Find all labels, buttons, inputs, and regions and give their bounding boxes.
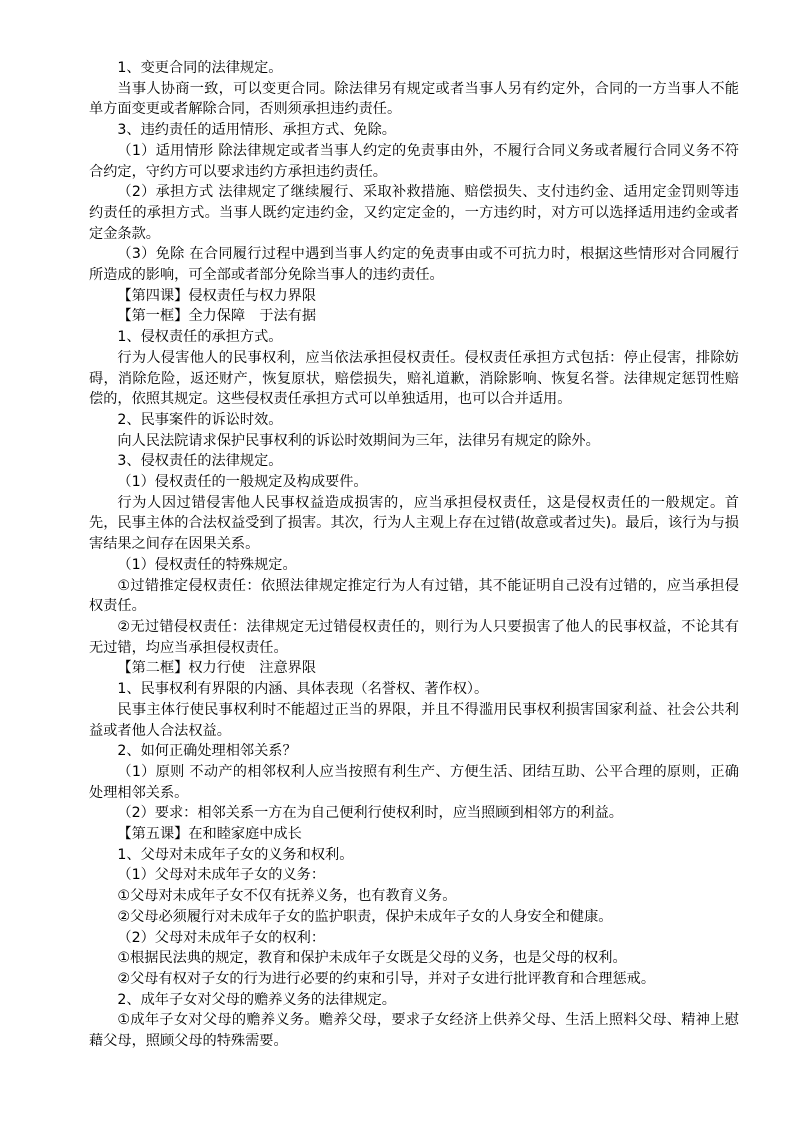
section-heading: 【第二框】权力行使 注意界限 [117,660,317,677]
paragraph: （1）适用情形 除法律规定或者当事人约定的免责事由外，不履行合同义务或者履行合同义务不符合约定，守约方可以要求违约方承担违约责任。 [89,142,739,180]
paragraph: 1、父母对未成年子女的义务和权利。 [117,846,354,863]
paragraph: （2）要求：相邻关系一方在为自己便利行使权利时，应当照顾到相邻方的利益。 [117,805,623,822]
paragraph: 1、侵权责任的承担方式。 [117,329,283,346]
paragraph: ①父母对未成年子女不仅有抚养义务，也有教育义务。 [117,888,457,905]
paragraph: 行为人侵害他人的民事权利，应当依法承担侵权责任。侵权责任承担方式包括：停止侵害，排除妨碍，消除危险，返还财产，恢复原状，赔偿损失，赔礼道歉，消除影响、恢复名誉。法律规定惩罚性赔偿的，依照其规定。这些侵权责任承担方式可以单独适用，也可以合并适用。 [89,349,739,408]
paragraph: （2）承担方式 法律规定了继续履行、采取补救措施、赔偿损失、支付违约金、适用定金罚则等违约责任的承担方式。当事人既约定违约金，又约定定金的，一方违约时，对方可以选择适用违约金或者定金条款。 [89,184,739,242]
paragraph: 2、成年子女对父母的赡养义务的法律规定。 [117,991,396,1008]
paragraph: 民事主体行使民事权利时不能超过正当的界限，并且不得滥用民事权利损害国家利益、社会公共利益或者他人合法权益。 [89,701,739,739]
lesson-heading: 【第五课】在和睦家庭中成长 [117,826,302,843]
paragraph: 3、侵权责任的法律规定。 [117,453,283,470]
paragraph: 2、如何正确处理相邻关系？ [117,743,297,760]
paragraph: 1、变更合同的法律规定。 [117,60,283,76]
paragraph: 行为人因过错侵害他人民事权益造成损害的，应当承担侵权责任，这是侵权责任的一般规定。首先，民事主体的合法权益受到了损害。其次，行为人主观上存在过错(故意或者过失)。最后，该行为与损害结果之间存在因果关系。 [89,494,739,553]
paragraph: （1）侵权责任的一般规定及构成要件。 [117,474,368,491]
document-body [89,58,739,1052]
paragraph: ①成年子女对父母的赡养义务。赡养父母，要求子女经济上供养父母、生活上照料父母、精神上慰藉父母，照顾父母的特殊需要。 [89,1012,739,1050]
paragraph: ①过错推定侵权责任：依照法律规定推定行为人有过错，其不能证明自己没有过错的，应当承担侵权责任。 [89,577,739,615]
paragraph: ②无过错侵权责任：法律规定无过错侵权责任的，则行为人只要损害了他人的民事权益，不论其有无过错，均应当承担侵权责任。 [89,618,739,656]
paragraph: 2、民事案件的诉讼时效。 [117,411,283,428]
paragraph: （2）父母对未成年子女的权利： [117,929,326,946]
paragraph: 向人民法院请求保护民事权利的诉讼时效期间为三年，法律另有规定的除外。 [117,432,600,449]
paragraph: ②父母必须履行对未成年子女的监护职责，保护未成年子女的人身安全和健康。 [117,908,613,925]
paragraph: （1）原则 不动产的相邻权利人应当按照有利生产、方便生活、团结互助、公平合理的原则，正确处理相邻关系。 [89,763,739,801]
paragraph: ②父母有权对子女的行为进行必要的约束和引导，并对子女进行批评教育和合理惩戒。 [117,970,656,987]
section-heading: 【第一框】全力保障 于法有据 [117,308,317,325]
paragraph: （1）侵权责任的特殊规定。 [117,556,297,573]
paragraph: （1）父母对未成年子女的义务： [117,867,326,884]
paragraph: （3）免除 在合同履行过程中遇到当事人约定的免责事由或不可抗力时，根据这些情形对合同履行所造成的影响，可全部或者部分免除当事人的违约责任。 [89,246,739,284]
paragraph: 当事人协商一致，可以变更合同。除法律另有规定或者当事人另有约定外，合同的一方当事人不能单方面变更或者解除合同，否则须承担违约责任。 [89,80,739,118]
paragraph: 1、民事权利有界限的内涵、具体表现（名誉权、著作权）。 [117,681,489,698]
paragraph: ①根据民法典的规定，教育和保护未成年子女既是父母的义务，也是父母的权利。 [117,950,627,967]
paragraph: 3、违约责任的适用情形、承担方式、免除。 [117,122,396,139]
lesson-heading: 【第四课】侵权责任与权力界限 [117,287,317,304]
